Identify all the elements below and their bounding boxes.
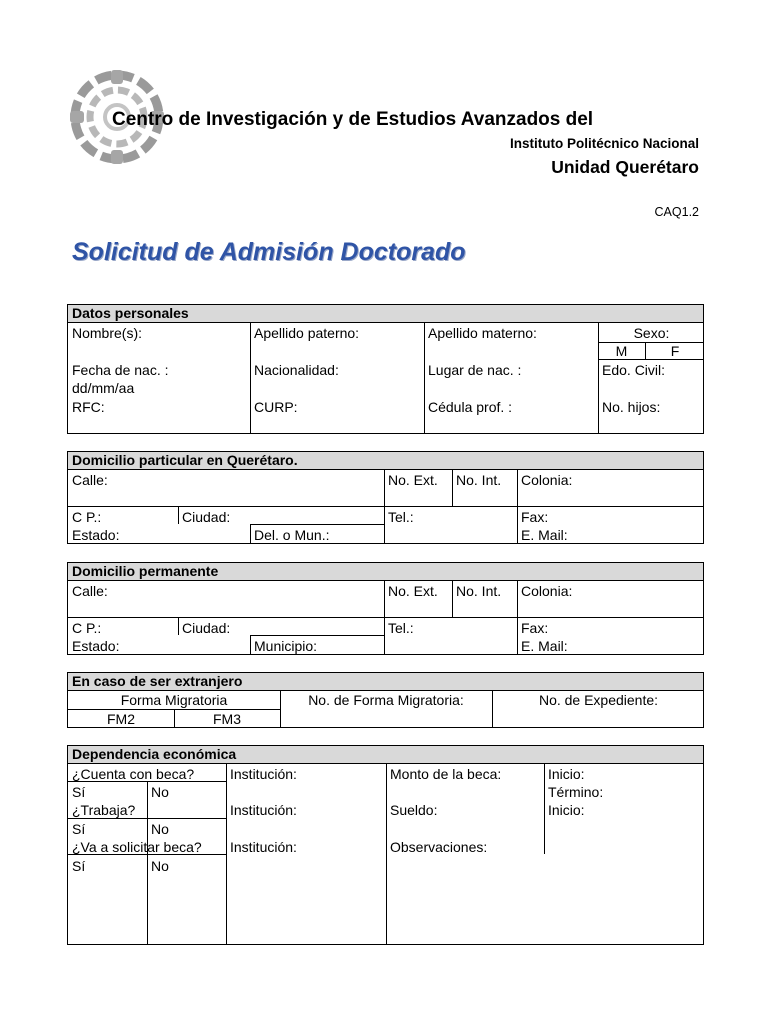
tel-field[interactable]: Tel.: xyxy=(388,620,414,636)
trabaja-no-option[interactable]: No xyxy=(151,821,169,837)
no-forma-field[interactable]: No. de Forma Migratoria: xyxy=(308,692,464,708)
colonia-field[interactable]: Colonia: xyxy=(521,472,573,488)
trabaja-si-option[interactable]: Sí xyxy=(72,821,86,837)
email-field[interactable]: E. Mail: xyxy=(521,638,568,654)
ciudad-field[interactable]: Ciudad: xyxy=(182,620,231,636)
ciudad-field[interactable]: Ciudad: xyxy=(182,509,231,525)
fax-field[interactable]: Fax: xyxy=(521,509,549,525)
form-code: CAQ1.2 xyxy=(654,205,699,219)
section-heading: Dependencia económica xyxy=(68,746,703,763)
no-int-field[interactable]: No. Int. xyxy=(456,583,502,599)
q-beca-label: ¿Cuenta con beca? xyxy=(72,766,195,782)
trabajo-inicio-field[interactable]: Inicio: xyxy=(548,802,585,818)
solicitar-no-option[interactable]: No xyxy=(151,858,169,874)
no-ext-field[interactable]: No. Ext. xyxy=(388,583,438,599)
section-foreigner xyxy=(67,672,704,728)
institucion-trabajo-field[interactable]: Institución: xyxy=(230,802,297,818)
email-field[interactable]: E. Mail: xyxy=(521,527,568,543)
colonia-field[interactable]: Colonia: xyxy=(521,583,573,599)
sexo-f-option[interactable]: F xyxy=(670,343,680,359)
section-heading: Domicilio particular en Querétaro. xyxy=(68,452,703,469)
parent-institution: Instituto Politécnico Nacional xyxy=(509,136,699,151)
estado-field[interactable]: Estado: xyxy=(72,638,120,654)
apellido-paterno-field[interactable]: Apellido paterno: xyxy=(254,325,360,341)
unit-name: Unidad Querétaro xyxy=(551,157,699,177)
beca-inicio-field[interactable]: Inicio: xyxy=(548,766,585,782)
sueldo-field[interactable]: Sueldo: xyxy=(390,802,438,818)
curp-field[interactable]: CURP: xyxy=(254,399,298,415)
fm2-option[interactable]: FM2 xyxy=(107,711,135,727)
cp-field[interactable]: C P.: xyxy=(72,620,102,636)
q-trabaja-label: ¿Trabaja? xyxy=(72,802,136,818)
fax-field[interactable]: Fax: xyxy=(521,620,549,636)
tel-field[interactable]: Tel.: xyxy=(388,509,414,525)
solicitar-si-option[interactable]: Sí xyxy=(72,858,86,874)
apellido-materno-field[interactable]: Apellido materno: xyxy=(428,325,537,341)
lugar-nac-field[interactable]: Lugar de nac. : xyxy=(428,362,522,378)
institution-name: Centro de Investigación y de Estudios Avanzados del xyxy=(112,109,594,130)
institucion-solicitud-field[interactable]: Institución: xyxy=(230,839,297,855)
calle-field[interactable]: Calle: xyxy=(72,583,108,599)
observaciones-field[interactable]: Observaciones: xyxy=(390,839,488,855)
cp-field[interactable]: C P.: xyxy=(72,509,102,525)
form-title: Solicitud de Admisión Doctorado xyxy=(72,238,466,266)
sexo-label: Sexo: xyxy=(633,325,670,341)
municipio-field[interactable]: Del. o Mun.: xyxy=(254,527,330,543)
fecha-nac-field[interactable]: Fecha de nac. : xyxy=(72,362,169,378)
section-economic-dependence xyxy=(67,745,704,945)
sexo-m-option[interactable]: M xyxy=(615,343,628,359)
cedula-field[interactable]: Cédula prof. : xyxy=(428,399,513,415)
forma-migratoria-label: Forma Migratoria xyxy=(120,692,228,708)
no-expediente-field[interactable]: No. de Expediente: xyxy=(538,692,659,708)
hijos-field[interactable]: No. hijos: xyxy=(602,399,661,415)
nacionalidad-field[interactable]: Nacionalidad: xyxy=(254,362,339,378)
q-solicitar-label: ¿Va a solicitar beca? xyxy=(72,839,202,855)
no-ext-field[interactable]: No. Ext. xyxy=(388,472,438,488)
fm3-option[interactable]: FM3 xyxy=(213,711,241,727)
nombre-field[interactable]: Nombre(s): xyxy=(72,325,143,341)
monto-beca-field[interactable]: Monto de la beca: xyxy=(390,766,502,782)
rfc-field[interactable]: RFC: xyxy=(72,399,105,415)
beca-termino-field[interactable]: Término: xyxy=(548,784,604,800)
section-personal-data xyxy=(67,304,704,434)
section-heading: En caso de ser extranjero xyxy=(68,673,703,690)
section-heading: Datos personales xyxy=(68,305,703,322)
section-address-permanent xyxy=(67,562,704,655)
estado-field[interactable]: Estado: xyxy=(72,527,120,543)
edo-civil-field[interactable]: Edo. Civil: xyxy=(602,362,666,378)
fecha-format-hint: dd/mm/aa xyxy=(72,380,135,396)
calle-field[interactable]: Calle: xyxy=(72,472,108,488)
section-address-queretaro xyxy=(67,451,704,544)
beca-si-option[interactable]: Sí xyxy=(72,784,86,800)
institucion-beca-field[interactable]: Institución: xyxy=(230,766,297,782)
municipio-field[interactable]: Municipio: xyxy=(254,638,318,654)
no-int-field[interactable]: No. Int. xyxy=(456,472,502,488)
beca-no-option[interactable]: No xyxy=(151,784,169,800)
section-heading: Domicilio permanente xyxy=(68,563,703,580)
